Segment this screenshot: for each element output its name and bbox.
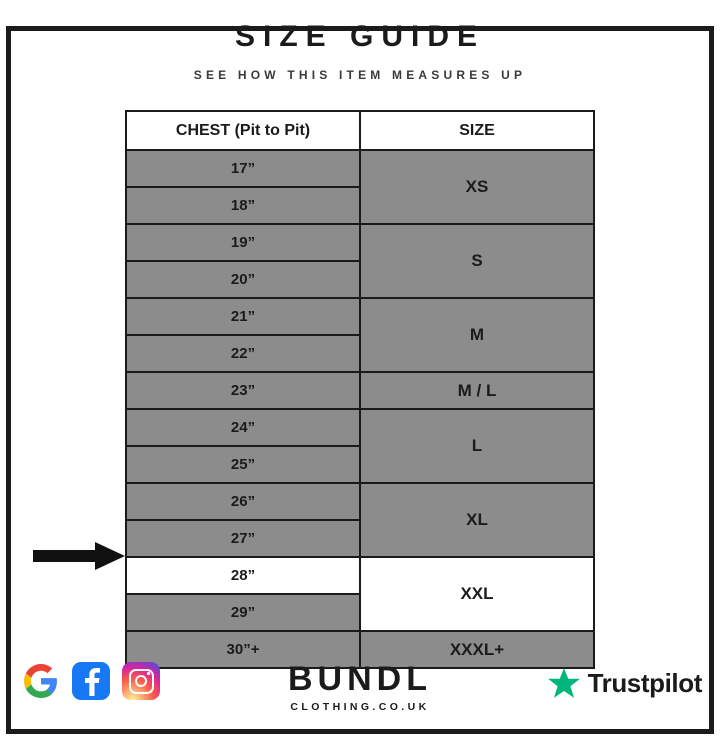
brand-name: BUNDL [288, 660, 432, 698]
chest-cell: 30”+ [126, 631, 360, 668]
table-row [126, 150, 594, 187]
page-subtitle: SEE HOW THIS ITEM MEASURES UP [193, 68, 527, 82]
table-row [126, 409, 594, 446]
chest-cell: 29” [126, 594, 360, 631]
size-cell: XL [360, 483, 594, 557]
chest-cell: 26” [126, 483, 360, 520]
table-row [126, 224, 594, 261]
chest-cell: 17” [126, 150, 360, 187]
page-title: SIZE GUIDE [234, 20, 486, 53]
size-guide-page [0, 20, 720, 740]
chest-cell: 19” [126, 224, 360, 261]
size-cell: XS [360, 150, 594, 224]
trustpilot-star-icon [547, 666, 581, 700]
chest-cell: 22” [126, 335, 360, 372]
size-cell: M / L [360, 372, 594, 409]
chest-cell: 24” [126, 409, 360, 446]
table-row [126, 372, 594, 409]
column-header-size: SIZE [360, 111, 594, 150]
chest-cell: 18” [126, 187, 360, 224]
trustpilot-badge[interactable] [547, 666, 702, 700]
trustpilot-label: Trustpilot [587, 667, 702, 698]
size-cell: M [360, 298, 594, 372]
chest-cell-selected: 28” [126, 557, 360, 594]
column-header-chest: CHEST (Pit to Pit) [126, 111, 360, 150]
table-row [126, 298, 594, 335]
chest-cell: 25” [126, 446, 360, 483]
table-body [126, 150, 594, 668]
table-header [126, 111, 594, 150]
size-table-container [125, 110, 595, 669]
chest-cell: 27” [126, 520, 360, 557]
size-table [125, 110, 595, 669]
chest-cell: 23” [126, 372, 360, 409]
right-arrow-icon [33, 542, 125, 570]
size-cell: S [360, 224, 594, 298]
table-header-row [126, 111, 594, 150]
brand-domain: CLOTHING.CO.UK [290, 701, 430, 713]
size-cell: L [360, 409, 594, 483]
size-cell-selected: XXL [360, 557, 594, 631]
chest-cell: 21” [126, 298, 360, 335]
table-row [126, 483, 594, 520]
size-cell: XXXL+ [360, 631, 594, 668]
footer [0, 652, 720, 732]
chest-cell: 20” [126, 261, 360, 298]
table-row-highlighted [126, 557, 594, 594]
